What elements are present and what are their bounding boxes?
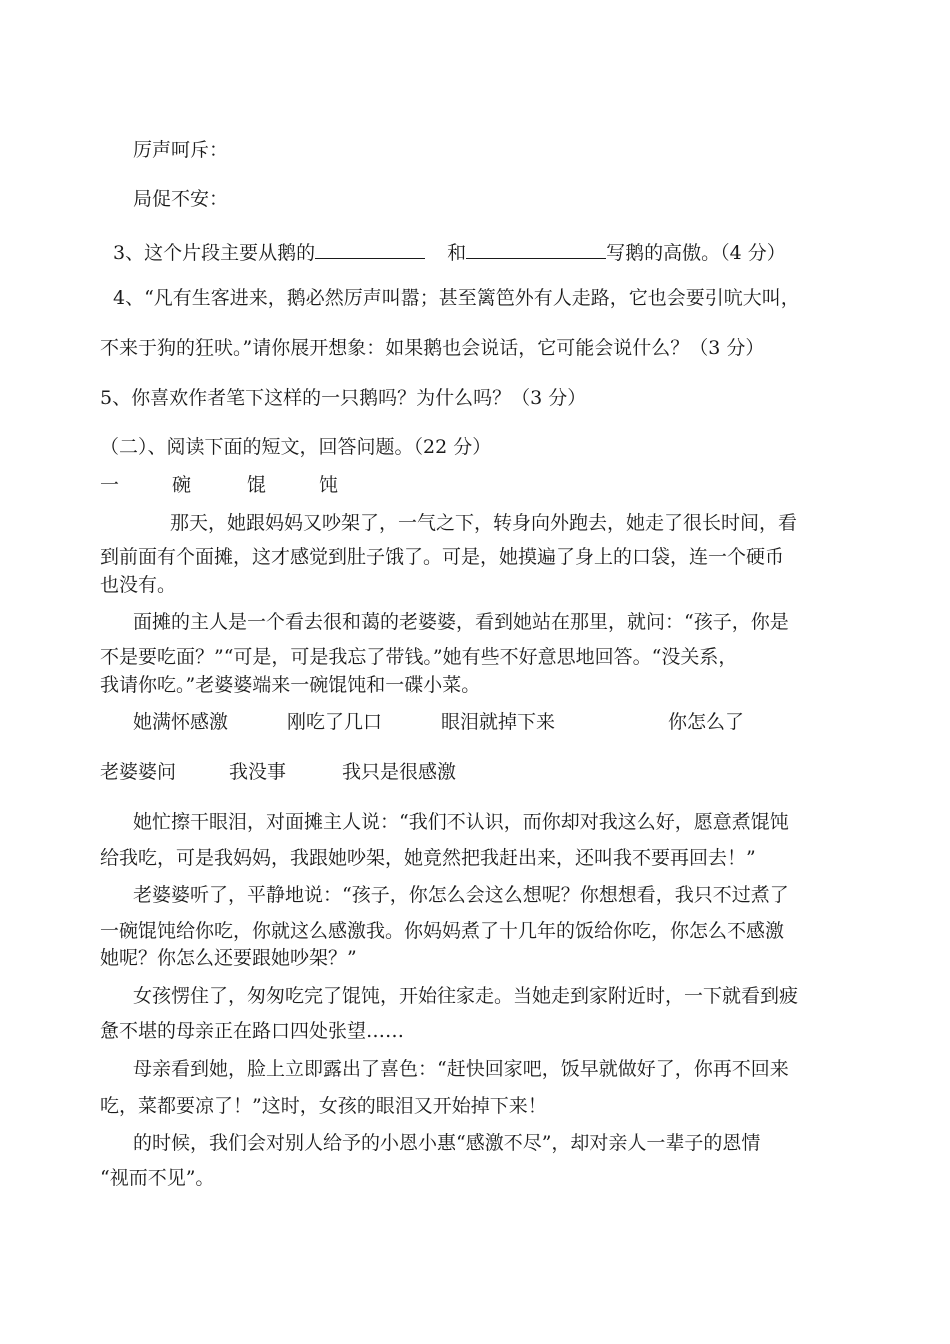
gap-phrase: 你怎么了	[668, 711, 745, 733]
story-p7-line-2: “视而不见”。	[100, 1167, 215, 1189]
gap-phrase: 刚吃了几口	[287, 711, 383, 733]
question-3	[113, 240, 786, 263]
story-p1-line-3: 也没有。	[100, 574, 177, 596]
story-title-char: 碗	[172, 474, 192, 496]
gap-phrase: 我没事	[229, 761, 287, 783]
story-p2-line-2: 不是要吃面？”“可是，可是我忘了带钱。”她有些不好意思地回答。“没关系，	[100, 646, 738, 668]
story-p5-line-1: 女孩愣住了，匆匆吃完了馄饨，开始往家走。当她走到家附近时，一下就看到疲	[133, 985, 799, 1007]
story-p7-line-1: 的时候，我们会对别人给予的小恩小惠“感激不尽”，却对亲人一辈子的恩情	[133, 1132, 761, 1154]
gap-phrase: 我只是很感激	[342, 761, 457, 783]
question-4-line-2: 不来于狗的狂吠。”请你展开想象：如果鹅也会说话，它可能会说什么？（3 分）	[100, 337, 765, 359]
question-4-line-1: 4、“凡有生客进来，鹅必然厉声叫嚣；甚至篱笆外有人走路，它也会要引吭大叫，	[113, 287, 800, 309]
story-p1-line-1: 那天，她跟妈妈又吵架了，一气之下，转身向外跑去，她走了很长时间，看	[170, 512, 798, 534]
story-p5-line-2: 惫不堪的母亲正在路口四处张望……	[100, 1020, 405, 1042]
story-p4-line-2: 一碗馄饨给你吃，你就这么感激我。你妈妈煮了十几年的饭给你吃，你怎么不感激	[100, 920, 785, 942]
story-p4-line-1: 老婆婆听了，平静地说：“孩子，你怎么会这么想呢？你想想看，我只不过煮了	[133, 884, 789, 906]
q3-suffix: 写鹅的高傲。（4 分）	[606, 242, 786, 264]
q3-blank-2[interactable]	[466, 240, 606, 259]
q3-prefix: 3、这个片段主要从鹅的	[113, 242, 316, 264]
story-p3-line-2: 给我吃，可是我妈妈，我跟她吵架，她竟然把我赶出来，还叫我不要再回去！”	[100, 847, 756, 869]
gap-phrase: 她满怀感激	[133, 711, 229, 733]
story-p6-line-1: 母亲看到她，脸上立即露出了喜色：“赶快回家吧，饭早就做好了，你再不回来	[133, 1058, 789, 1080]
story-title-char: 饨	[319, 474, 339, 496]
q3-middle: 和	[447, 242, 467, 264]
story-title-char: 馄	[247, 474, 267, 496]
section-2-heading: （二）、阅读下面的短文，回答问题。（22 分）	[100, 436, 492, 458]
story-title-char: 一	[100, 474, 120, 496]
question-5: 5、你喜欢作者笔下这样的一只鹅吗？为什么吗？（3 分）	[100, 387, 587, 409]
story-p6-line-2: 吃，菜都要凉了！”这时，女孩的眼泪又开始掉下来！	[100, 1095, 547, 1117]
vocab-item-1: 厉声呵斥：	[133, 139, 229, 161]
gap-phrase: 眼泪就掉下来	[441, 711, 556, 733]
vocab-item-2: 局促不安：	[133, 188, 229, 210]
story-p4-line-3: 她呢？你怎么还要跟她吵架？”	[100, 947, 357, 969]
story-p3-line-1: 她忙擦干眼泪，对面摊主人说：“我们不认识，而你却对我这么好，愿意煮馄饨	[133, 811, 789, 833]
story-p1-line-2: 到前面有个面摊，这才感觉到肚子饿了。可是，她摸遍了身上的口袋，连一个硬币	[100, 546, 785, 568]
story-p2-line-1: 面摊的主人是一个看去很和蔼的老婆婆，看到她站在那里，就问：“孩子，你是	[133, 611, 789, 633]
gap-phrase: 老婆婆问	[100, 761, 177, 783]
q3-blank-1[interactable]	[315, 240, 425, 259]
story-p2-line-3: 我请你吃。”老婆婆端来一碗馄饨和一碟小菜。	[100, 674, 481, 696]
